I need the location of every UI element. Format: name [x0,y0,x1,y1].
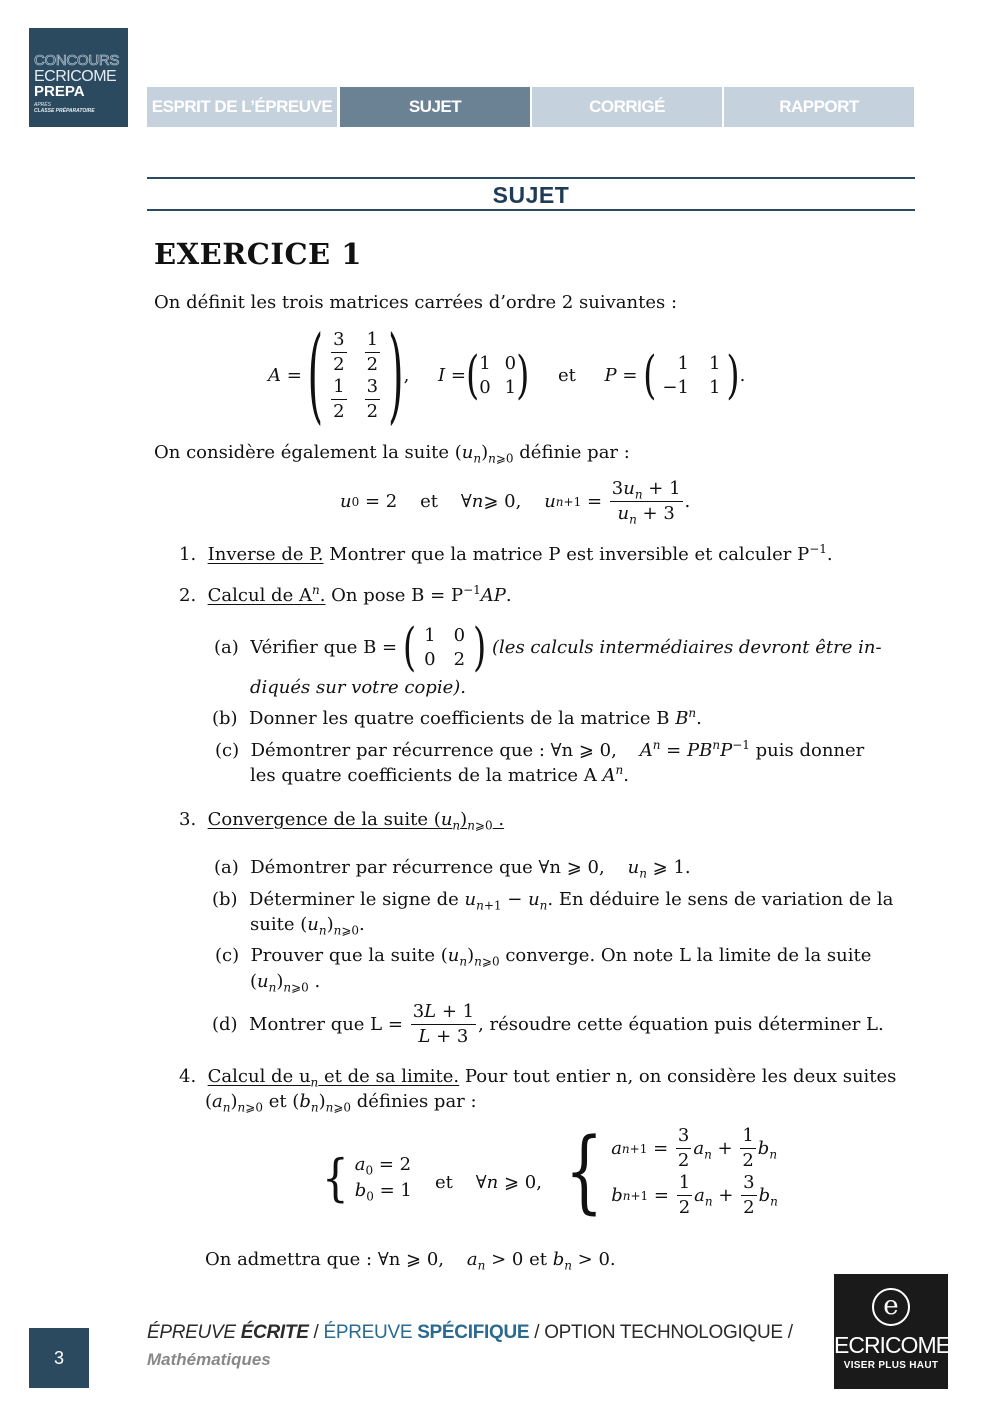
logo-line-apres: APRÈS [34,102,51,108]
question-3c-cont: $(u_n)_{n⩾0}$ . [250,971,321,995]
question-2c-cont: les quatre coefficients de la matrice A $A^n$. [250,763,629,786]
tab-corrige[interactable]: CORRIGÉ [532,87,722,127]
system-connector: et ∀n ⩾ 0, [435,1172,542,1193]
ecricome-brand-logo [834,1274,948,1389]
exercise-title: EXERCICE 1 [154,237,362,271]
logo-line-concours: CONCOURS [34,52,120,69]
ecricome-e-icon: e [872,1288,910,1326]
suite-intro: On considère également la suite $(u_n)_{n⩾0}$ définie par : [154,442,630,466]
top-rule [147,177,915,179]
question-2b: (b) Donner les quatre coefficients de la matrice B $B^n$. [212,706,702,729]
system-recurrence: { a n+1 = $\frac{3}{2}$ $a_n$ + $\frac{1}{2}$ $b_n$ b n+1 = $\frac{1}{2}$ $a_n$ + $\frac{3}{2}$ $b_n$ [565,1119,778,1225]
question-3d: (d) Montrer que L = $\frac{3L + 1}{L + 3}$ , résoudre cette équation puis déterminer L. [212,1001,884,1047]
tab-rapport[interactable]: RAPPORT [724,87,914,127]
question-3c: (c) Prouver que la suite $(u_n)_{n⩾0}$ converge. On note L la limite de la suite [215,945,872,969]
question-3: 3. Convergence de la suite $(u_n)_{n⩾0}$ . [179,809,505,833]
footer-subject: Mathématiques [147,1350,271,1369]
tab-sujet[interactable]: SUJET [340,87,530,127]
tab-esprit[interactable]: ESPRIT DE L’ÉPREUVE [147,87,337,127]
question-2a: (a) Vérifier que B = ( 1 0 0 2 ) (les calculs intermédiaires devront être in- [214,618,882,678]
admit-text: On admettra que : ∀n ⩾ 0, $a_n > 0$ et $b_n > 0$. [205,1249,616,1273]
question-3a: (a) Démontrer par récurrence que ∀n ⩾ 0, $u_n$ ⩾ 1. [214,857,691,881]
question-2: 2. Calcul de $A^n$. On pose $B = P^{-1}AP$. [179,583,512,606]
logo-line-ecricome: ECRICOME [34,68,117,85]
matrices-definition: A = ( $\frac{3}{2}$ $\frac{1}{2}$ $\frac{1}{2}$ $\frac{3}{2}$ ) , I = ( 1 0 0 1 ) et P = ( 1 1 −1 1 ) . [268,316,746,436]
footer-exam-line: ÉPREUVE ÉCRITE / ÉPREUVE SPÉCIFIQUE / OPTION TECHNOLOGIQUE / [147,1322,793,1343]
question-2c: (c) Démontrer par récurrence que : ∀n ⩾ 0, $A^n = PB^nP^{-1}$ puis donner [215,738,865,761]
question-4-cont: $(a_n)_{n⩾0}$ et $(b_n)_{n⩾0}$ définies par : [205,1091,477,1115]
bottom-rule [147,209,915,211]
question-3b: (b) Déterminer le signe de $u_{n+1} - u_n$. En déduire le sens de variation de la [212,889,894,913]
question-3b-cont: suite $(u_n)_{n⩾0}$. [250,914,365,938]
intro-text: On définit les trois matrices carrées d’ordre 2 suivantes : [154,292,678,313]
concours-logo [29,28,128,127]
system-initial: { $a_0 = 2$ $b_0 = 1$ [322,1148,412,1207]
logo-line-classe: CLASSE PRÉPARATOIRE [34,108,95,114]
brand-name: ECRICOME [834,1332,950,1358]
brand-slogan: VISER PLUS HAUT [843,1360,939,1371]
question-2a-cont: diqués sur votre copie). [250,677,466,698]
suite-definition: u 0 = 2 et ∀ n ⩾ 0, u n+1 = $\frac{3u_n + 1}{u_n + 3}$ . [340,478,691,527]
page-number: 3 [29,1328,89,1388]
question-4: 4. Calcul de $u_n$ et de sa limite. Pour tout entier n, on considère les deux suites [179,1066,897,1090]
section-title: SUJET [492,182,570,208]
logo-line-prepa: PREPA [34,83,85,100]
question-1: 1. Inverse de P. Montrer que la matrice P est inversible et calculer $P^{-1}$. [179,542,833,565]
